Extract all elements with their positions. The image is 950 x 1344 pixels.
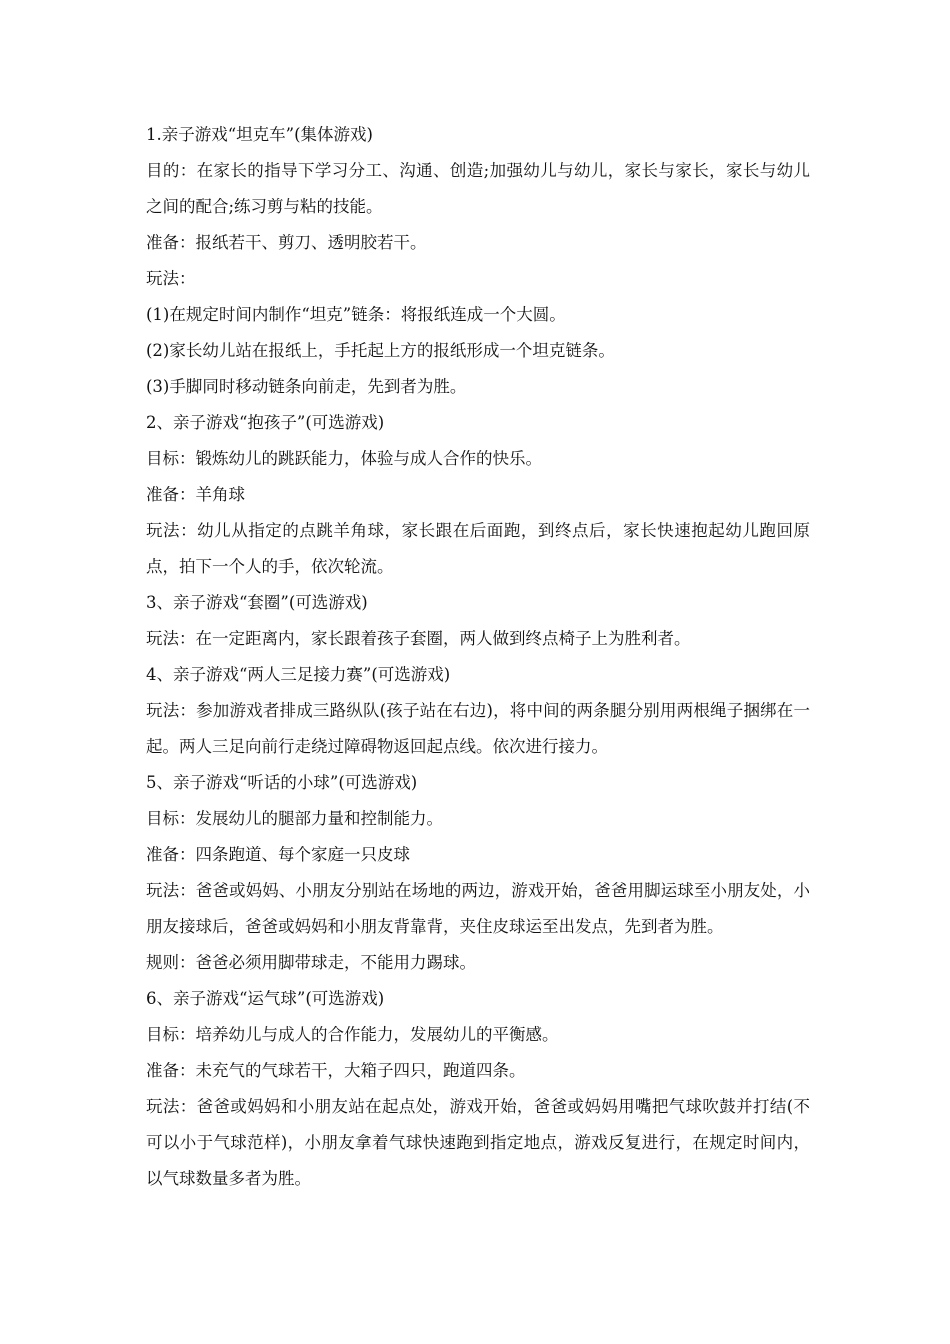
game-2-preparation: 准备：羊角球 (146, 485, 245, 504)
game-5-goal: 目标：发展幼儿的腿部力量和控制能力。 (146, 809, 443, 828)
game-1-title: 1.亲子游戏“坦克车”(集体游戏) (146, 125, 373, 144)
game-2-title: 2、亲子游戏“抱孩子”(可选游戏) (146, 413, 385, 432)
game-1-step-1: (1)在规定时间内制作“坦克”链条：将报纸连成一个大圆。 (146, 305, 566, 324)
game-3-rules: 玩法：在一定距离内，家长跟着孩子套圈，两人做到终点椅子上为胜利者。 (146, 629, 691, 648)
game-5-regulation: 规则：爸爸必须用脚带球走，不能用力踢球。 (146, 953, 476, 972)
game-5-rules: 玩法：爸爸或妈妈、小朋友分别站在场地的两边，游戏开始，爸爸用脚运球至小朋友处，小朋友接球后，爸爸或妈妈和小朋友背靠背，夹住皮球运至出发点，先到者为胜。 (146, 881, 810, 936)
game-4-rules: 玩法：参加游戏者排成三路纵队(孩子站在右边)，将中间的两条腿分别用两根绳子捆绑在一起。两人三足向前行走绕过障碍物返回起点线。依次进行接力。 (146, 701, 810, 756)
game-5-title: 5、亲子游戏“听话的小球”(可选游戏) (146, 773, 418, 792)
game-1-step-3: (3)手脚同时移动链条向前走，先到者为胜。 (146, 377, 467, 396)
game-1-step-2: (2)家长幼儿站在报纸上，手托起上方的报纸形成一个坦克链条。 (146, 341, 615, 360)
game-6-rules: 玩法：爸爸或妈妈和小朋友站在起点处，游戏开始，爸爸或妈妈用嘴把气球吹鼓并打结(不可以小于气球范样)，小朋友拿着气球快速跑到指定地点，游戏反复进行，在规定时间内，以气球数量多者为胜。 (146, 1097, 810, 1188)
game-3-title: 3、亲子游戏“套圈”(可选游戏) (146, 593, 368, 612)
game-1-rules-heading: 玩法： (146, 269, 196, 288)
game-6-goal: 目标：培养幼儿与成人的合作能力，发展幼儿的平衡感。 (146, 1025, 559, 1044)
document-body (146, 117, 810, 1197)
game-5-preparation: 准备：四条跑道、每个家庭一只皮球 (146, 845, 410, 864)
game-2-goal: 目标：锻炼幼儿的跳跃能力，体验与成人合作的快乐。 (146, 449, 542, 468)
game-4-title: 4、亲子游戏“两人三足接力赛”(可选游戏) (146, 665, 451, 684)
game-2-rules: 玩法：幼儿从指定的点跳羊角球，家长跟在后面跑，到终点后，家长快速抱起幼儿跑回原点，拍下一个人的手，依次轮流。 (146, 521, 810, 576)
game-1-preparation: 准备：报纸若干、剪刀、透明胶若干。 (146, 233, 427, 252)
game-1-goal: 目的：在家长的指导下学习分工、沟通、创造;加强幼儿与幼儿，家长与家长，家长与幼儿之间的配合;练习剪与粘的技能。 (146, 161, 810, 216)
game-6-preparation: 准备：未充气的气球若干，大箱子四只，跑道四条。 (146, 1061, 526, 1080)
game-6-title: 6、亲子游戏“运气球”(可选游戏) (146, 989, 385, 1008)
